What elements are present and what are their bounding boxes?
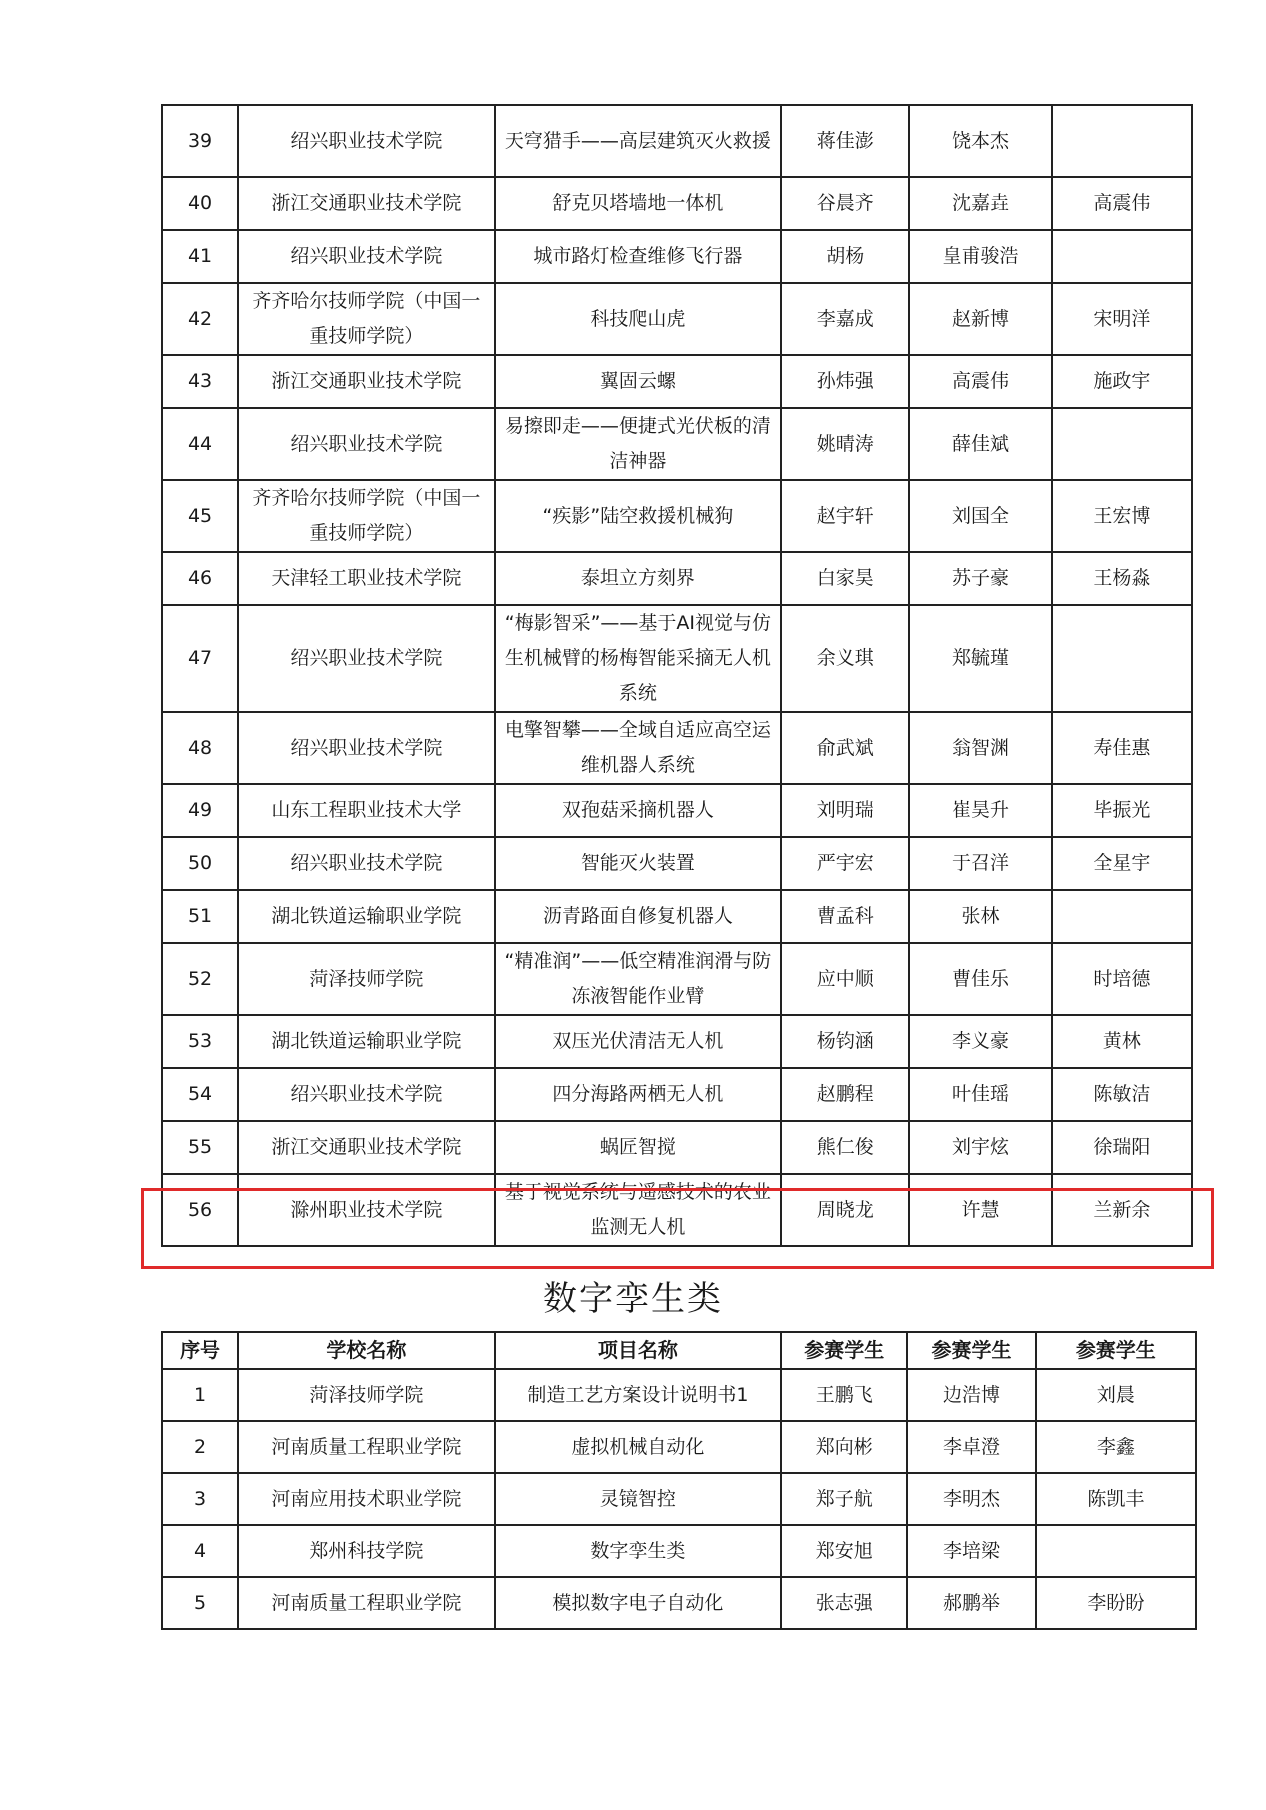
cell-school: 湖北铁道运输职业学院 bbox=[238, 1015, 494, 1068]
cell-school: 河南应用技术职业学院 bbox=[238, 1473, 494, 1525]
cell-student-3: 寿佳惠 bbox=[1052, 712, 1192, 784]
cell-school: 浙江交通职业技术学院 bbox=[238, 355, 494, 408]
cell-student-2: 李明杰 bbox=[907, 1473, 1035, 1525]
cell-student-2: 李卓澄 bbox=[907, 1421, 1035, 1473]
cell-student-1: 郑子航 bbox=[781, 1473, 907, 1525]
table-row bbox=[162, 1369, 1196, 1421]
cell-project: 易擦即走——便捷式光伏板的清洁神器 bbox=[495, 408, 782, 480]
cell-student-1: 俞武斌 bbox=[781, 712, 909, 784]
cell-student-3: 时培德 bbox=[1052, 943, 1192, 1015]
cell-student-3: 陈敏洁 bbox=[1052, 1068, 1192, 1121]
table-row bbox=[162, 1015, 1192, 1068]
cell-project: 城市路灯检查维修飞行器 bbox=[495, 230, 782, 283]
cell-school: 绍兴职业技术学院 bbox=[238, 837, 494, 890]
cell-no: 48 bbox=[162, 712, 238, 784]
cell-student-2: 翁智渊 bbox=[909, 712, 1051, 784]
cell-student-1: 胡杨 bbox=[781, 230, 909, 283]
cell-no: 51 bbox=[162, 890, 238, 943]
cell-student-3 bbox=[1052, 230, 1192, 283]
cell-student-1: 曹孟科 bbox=[781, 890, 909, 943]
cell-student-3: 全星宇 bbox=[1052, 837, 1192, 890]
digital-twin-table bbox=[161, 1331, 1197, 1630]
cell-student-2: 崔昊升 bbox=[909, 784, 1051, 837]
cell-project: 蜗匠智搅 bbox=[495, 1121, 782, 1174]
cell-student-1: 王鹏飞 bbox=[781, 1369, 907, 1421]
cell-no: 47 bbox=[162, 605, 238, 712]
cell-student-1: 熊仁俊 bbox=[781, 1121, 909, 1174]
cell-student-2: 曹佳乐 bbox=[909, 943, 1051, 1015]
cell-student-3: 毕振光 bbox=[1052, 784, 1192, 837]
cell-project: 沥青路面自修复机器人 bbox=[495, 890, 782, 943]
table-row bbox=[162, 105, 1192, 177]
cell-student-3: 黄林 bbox=[1052, 1015, 1192, 1068]
cell-no: 2 bbox=[162, 1421, 238, 1473]
cell-project: 泰坦立方刻界 bbox=[495, 552, 782, 605]
table-row bbox=[162, 355, 1192, 408]
header-student-3: 参赛学生 bbox=[1036, 1332, 1196, 1369]
table-row bbox=[162, 1525, 1196, 1577]
cell-student-1: 李嘉成 bbox=[781, 283, 909, 355]
cell-student-2: 于召洋 bbox=[909, 837, 1051, 890]
cell-student-2: 李培梁 bbox=[907, 1525, 1035, 1577]
cell-student-1: 周晓龙 bbox=[781, 1174, 909, 1246]
cell-student-2: 薛佳斌 bbox=[909, 408, 1051, 480]
header-student-1: 参赛学生 bbox=[781, 1332, 907, 1369]
table-row bbox=[162, 1174, 1192, 1246]
cell-student-3: 兰新余 bbox=[1052, 1174, 1192, 1246]
cell-student-3 bbox=[1052, 890, 1192, 943]
cell-no: 56 bbox=[162, 1174, 238, 1246]
cell-no: 39 bbox=[162, 105, 238, 177]
cell-no: 3 bbox=[162, 1473, 238, 1525]
cell-project: 制造工艺方案设计说明书1 bbox=[495, 1369, 782, 1421]
table-row bbox=[162, 230, 1192, 283]
cell-school: 菏泽技师学院 bbox=[238, 943, 494, 1015]
cell-project: 灵镜智控 bbox=[495, 1473, 782, 1525]
cell-student-2: 郑毓瑾 bbox=[909, 605, 1051, 712]
cell-student-3: 高震伟 bbox=[1052, 177, 1192, 230]
cell-student-1: 赵鹏程 bbox=[781, 1068, 909, 1121]
header-student-2: 参赛学生 bbox=[907, 1332, 1035, 1369]
cell-school: 齐齐哈尔技师学院（中国一重技师学院） bbox=[238, 283, 494, 355]
cell-no: 46 bbox=[162, 552, 238, 605]
cell-student-3: 刘晨 bbox=[1036, 1369, 1196, 1421]
cell-no: 52 bbox=[162, 943, 238, 1015]
cell-student-2: 许慧 bbox=[909, 1174, 1051, 1246]
cell-school: 绍兴职业技术学院 bbox=[238, 712, 494, 784]
cell-student-1: 姚晴涛 bbox=[781, 408, 909, 480]
cell-project: 双压光伏清洁无人机 bbox=[495, 1015, 782, 1068]
table-header-row bbox=[162, 1332, 1196, 1369]
table-row bbox=[162, 480, 1192, 552]
cell-project: 基于视觉系统与遥感技术的农业监测无人机 bbox=[495, 1174, 782, 1246]
table-row bbox=[162, 177, 1192, 230]
cell-school: 湖北铁道运输职业学院 bbox=[238, 890, 494, 943]
cell-no: 43 bbox=[162, 355, 238, 408]
cell-student-3: 宋明洋 bbox=[1052, 283, 1192, 355]
cell-student-3: 李鑫 bbox=[1036, 1421, 1196, 1473]
table-row bbox=[162, 1577, 1196, 1629]
cell-student-1: 白家昊 bbox=[781, 552, 909, 605]
cell-no: 49 bbox=[162, 784, 238, 837]
cell-student-2: 沈嘉垚 bbox=[909, 177, 1051, 230]
cell-no: 45 bbox=[162, 480, 238, 552]
table-row bbox=[162, 408, 1192, 480]
table-row bbox=[162, 1068, 1192, 1121]
cell-student-2: 叶佳瑶 bbox=[909, 1068, 1051, 1121]
cell-student-2: 苏子豪 bbox=[909, 552, 1051, 605]
cell-project: 双孢菇采摘机器人 bbox=[495, 784, 782, 837]
cell-school: 绍兴职业技术学院 bbox=[238, 605, 494, 712]
section-title: 数字孪生类 bbox=[543, 1279, 723, 1319]
cell-student-1: 杨钧涵 bbox=[781, 1015, 909, 1068]
cell-school: 浙江交通职业技术学院 bbox=[238, 1121, 494, 1174]
table-row bbox=[162, 712, 1192, 784]
cell-project: 科技爬山虎 bbox=[495, 283, 782, 355]
table-row bbox=[162, 283, 1192, 355]
cell-project: 虚拟机械自动化 bbox=[495, 1421, 782, 1473]
cell-student-2: 高震伟 bbox=[909, 355, 1051, 408]
cell-student-1: 郑向彬 bbox=[781, 1421, 907, 1473]
cell-project: “梅影智采”——基于AI视觉与仿生机械臂的杨梅智能采摘无人机系统 bbox=[495, 605, 782, 712]
cell-student-1: 张志强 bbox=[781, 1577, 907, 1629]
cell-student-1: 余义琪 bbox=[781, 605, 909, 712]
cell-student-3 bbox=[1052, 408, 1192, 480]
cell-student-1: 刘明瑞 bbox=[781, 784, 909, 837]
cell-student-2: 饶本杰 bbox=[909, 105, 1051, 177]
cell-student-2: 李义豪 bbox=[909, 1015, 1051, 1068]
cell-school: 绍兴职业技术学院 bbox=[238, 105, 494, 177]
cell-no: 53 bbox=[162, 1015, 238, 1068]
cell-student-3: 王宏博 bbox=[1052, 480, 1192, 552]
cell-project: “精准润”——低空精准润滑与防冻液智能作业臂 bbox=[495, 943, 782, 1015]
cell-no: 42 bbox=[162, 283, 238, 355]
cell-no: 55 bbox=[162, 1121, 238, 1174]
cell-school: 郑州科技学院 bbox=[238, 1525, 494, 1577]
cell-no: 50 bbox=[162, 837, 238, 890]
cell-no: 5 bbox=[162, 1577, 238, 1629]
cell-student-3: 李盼盼 bbox=[1036, 1577, 1196, 1629]
cell-no: 54 bbox=[162, 1068, 238, 1121]
table-row bbox=[162, 605, 1192, 712]
cell-student-3: 徐瑞阳 bbox=[1052, 1121, 1192, 1174]
cell-project: 数字孪生类 bbox=[495, 1525, 782, 1577]
table-row bbox=[162, 784, 1192, 837]
cell-school: 绍兴职业技术学院 bbox=[238, 1068, 494, 1121]
table-row bbox=[162, 837, 1192, 890]
cell-student-1: 蒋佳澎 bbox=[781, 105, 909, 177]
header-project: 项目名称 bbox=[495, 1332, 782, 1369]
cell-student-1: 郑安旭 bbox=[781, 1525, 907, 1577]
cell-project: “疾影”陆空救援机械狗 bbox=[495, 480, 782, 552]
cell-student-3 bbox=[1052, 605, 1192, 712]
cell-no: 40 bbox=[162, 177, 238, 230]
digital-twin-table-body bbox=[162, 1369, 1196, 1629]
cell-student-3: 陈凯丰 bbox=[1036, 1473, 1196, 1525]
cell-no: 44 bbox=[162, 408, 238, 480]
cell-school: 齐齐哈尔技师学院（中国一重技师学院） bbox=[238, 480, 494, 552]
cell-student-1: 严宇宏 bbox=[781, 837, 909, 890]
cell-student-3 bbox=[1036, 1525, 1196, 1577]
cell-student-1: 赵宇轩 bbox=[781, 480, 909, 552]
cell-project: 四分海路两栖无人机 bbox=[495, 1068, 782, 1121]
cell-student-3: 王杨淼 bbox=[1052, 552, 1192, 605]
cell-student-2: 边浩博 bbox=[907, 1369, 1035, 1421]
cell-no: 41 bbox=[162, 230, 238, 283]
cell-no: 4 bbox=[162, 1525, 238, 1577]
header-no: 序号 bbox=[162, 1332, 238, 1369]
cell-student-3 bbox=[1052, 105, 1192, 177]
cell-no: 1 bbox=[162, 1369, 238, 1421]
cell-project: 电擎智攀——全域自适应高空运维机器人系统 bbox=[495, 712, 782, 784]
award-table-continued bbox=[161, 104, 1193, 1247]
cell-student-2: 赵新博 bbox=[909, 283, 1051, 355]
cell-student-1: 孙炜强 bbox=[781, 355, 909, 408]
table-row bbox=[162, 1121, 1192, 1174]
cell-project: 模拟数字电子自动化 bbox=[495, 1577, 782, 1629]
cell-school: 菏泽技师学院 bbox=[238, 1369, 494, 1421]
cell-school: 绍兴职业技术学院 bbox=[238, 408, 494, 480]
table-row bbox=[162, 1421, 1196, 1473]
cell-project: 智能灭火装置 bbox=[495, 837, 782, 890]
cell-school: 绍兴职业技术学院 bbox=[238, 230, 494, 283]
cell-student-1: 谷晨齐 bbox=[781, 177, 909, 230]
cell-student-2: 郝鹏举 bbox=[907, 1577, 1035, 1629]
cell-student-2: 皇甫骏浩 bbox=[909, 230, 1051, 283]
table-row bbox=[162, 552, 1192, 605]
cell-student-3: 施政宇 bbox=[1052, 355, 1192, 408]
cell-school: 天津轻工职业技术学院 bbox=[238, 552, 494, 605]
cell-school: 河南质量工程职业学院 bbox=[238, 1577, 494, 1629]
table-row bbox=[162, 943, 1192, 1015]
cell-student-2: 刘宇炫 bbox=[909, 1121, 1051, 1174]
award-table-body bbox=[162, 105, 1192, 1246]
cell-student-2: 张林 bbox=[909, 890, 1051, 943]
cell-student-2: 刘国全 bbox=[909, 480, 1051, 552]
table-row bbox=[162, 890, 1192, 943]
header-school: 学校名称 bbox=[238, 1332, 494, 1369]
cell-project: 翼固云螺 bbox=[495, 355, 782, 408]
cell-project: 舒克贝塔墙地一体机 bbox=[495, 177, 782, 230]
cell-school: 浙江交通职业技术学院 bbox=[238, 177, 494, 230]
cell-school: 滁州职业技术学院 bbox=[238, 1174, 494, 1246]
cell-student-1: 应中顺 bbox=[781, 943, 909, 1015]
cell-school: 河南质量工程职业学院 bbox=[238, 1421, 494, 1473]
cell-school: 山东工程职业技术大学 bbox=[238, 784, 494, 837]
table-row bbox=[162, 1473, 1196, 1525]
cell-project: 天穹猎手——高层建筑灭火救援 bbox=[495, 105, 782, 177]
